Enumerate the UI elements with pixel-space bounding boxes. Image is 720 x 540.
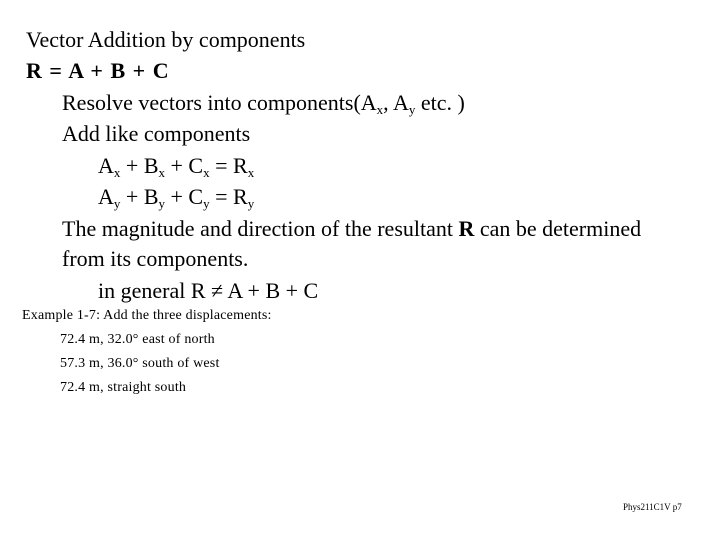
eq-r: R — [26, 58, 42, 83]
step-add-like: Add like components — [62, 121, 251, 146]
example-item: 72.4 m, straight south — [60, 380, 187, 395]
eq-c: C — [152, 58, 169, 83]
eq-a: A — [68, 58, 83, 83]
x-component-equation: $A_x + B_x + C_x = R_x$ — [98, 153, 255, 180]
resultant-text-line-2: from its components. — [62, 246, 249, 271]
eq-b: B — [110, 58, 126, 83]
y-component-equation: $A_y + B_y + C_y = R_y$ — [98, 184, 255, 211]
slide-title: Vector Addition by components — [26, 27, 306, 52]
slide-footer: Phys211C1V p7 — [623, 502, 682, 512]
step-resolve: Resolve vectors into $components(A_x$, $A_y$ etc. ) — [62, 90, 465, 117]
eq-plus-1: + — [90, 58, 103, 83]
example-item: 72.4 m, 32.0° east of north — [60, 332, 215, 347]
example-heading: Example 1-7: Add the three displacements: — [22, 308, 272, 323]
resultant-text-line-1: The magnitude and direction of the resultant R can be determined — [62, 216, 642, 241]
eq-plus-2: + — [132, 58, 146, 83]
example-item: 57.3 m, 36.0° south of west — [60, 356, 220, 371]
eq-equals: = — [49, 58, 62, 83]
vector-sum-equation — [26, 60, 169, 82]
general-inequality: in general R ≠ A + B + C — [98, 278, 319, 303]
